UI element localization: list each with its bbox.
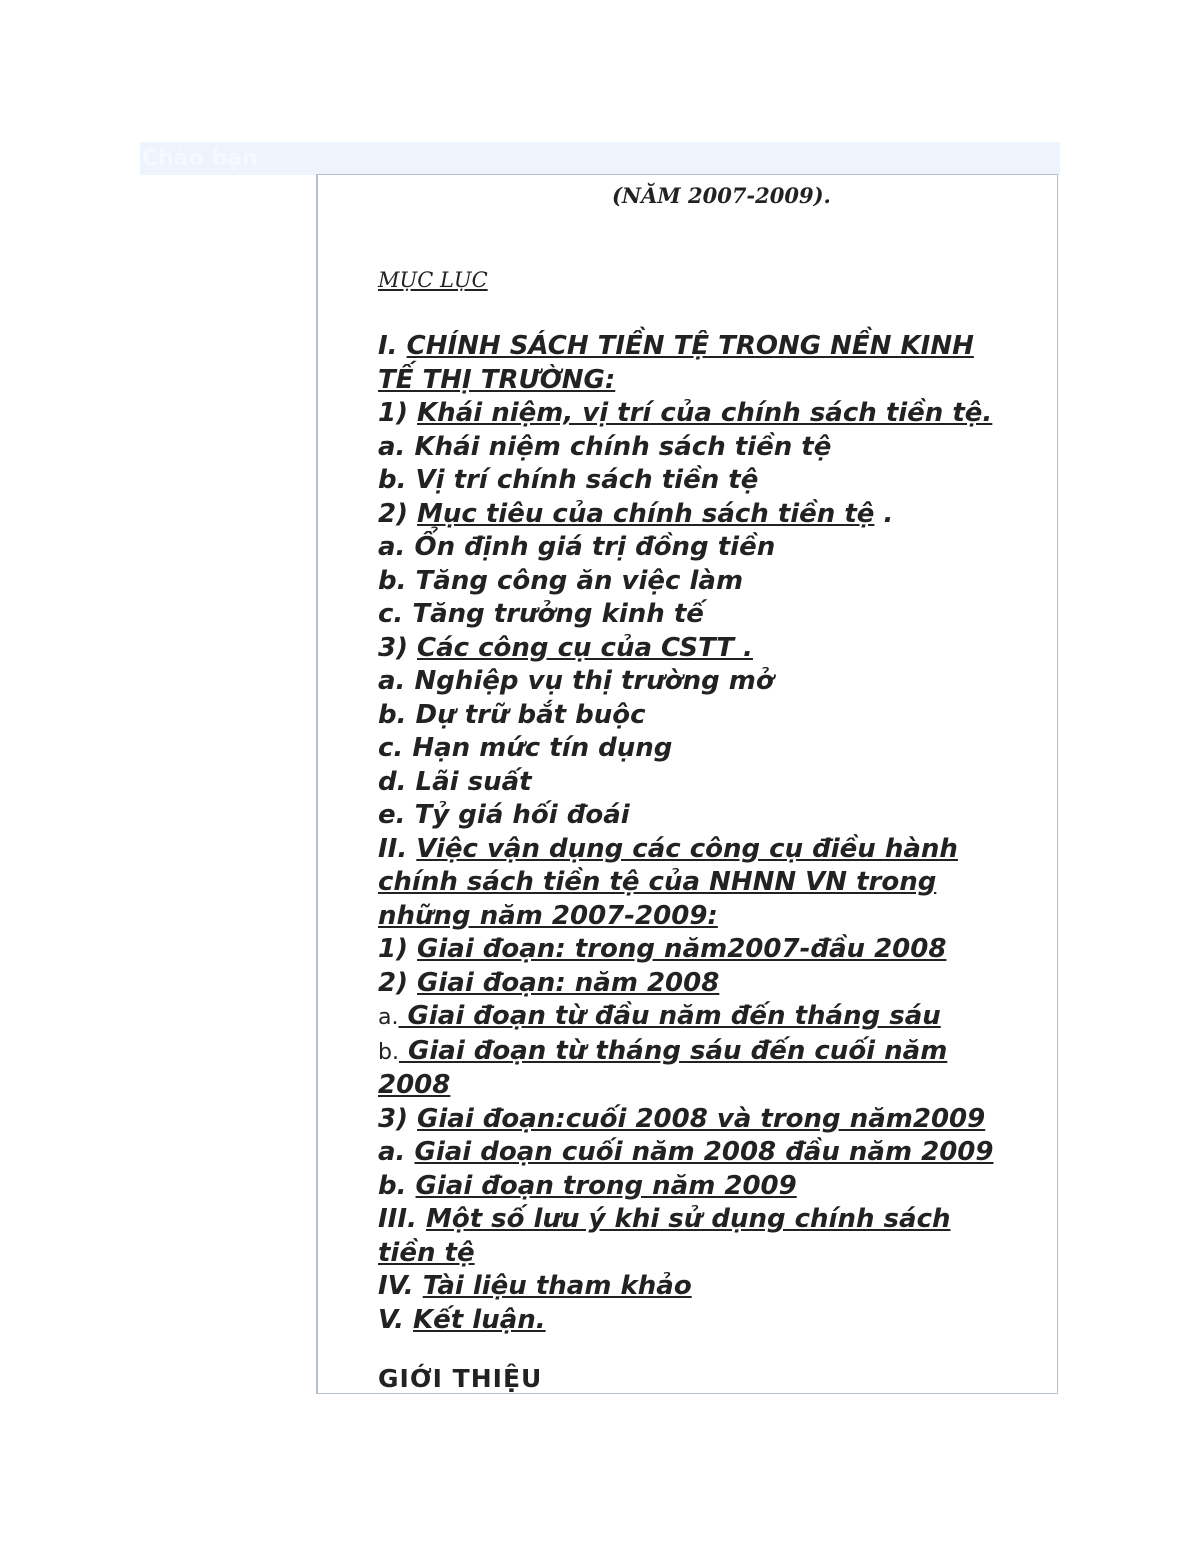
- toc-entry[interactable]: [378, 1103, 1048, 1137]
- toc-entry-marker: c.: [378, 599, 413, 629]
- toc-entry-marker: 2): [378, 967, 418, 998]
- toc-entry[interactable]: [378, 1136, 1048, 1170]
- toc-entry-marker: a.: [378, 431, 415, 462]
- toc-entry-marker: a.: [378, 1137, 415, 1167]
- top-bar: [140, 142, 1060, 175]
- toc-entry-marker: a.: [378, 532, 415, 562]
- toc-entry-text: Khái niệm, vị trí của chính sách tiền tệ.: [417, 398, 993, 428]
- toc-entry-marker: b.: [378, 699, 416, 730]
- toc-entry[interactable]: [378, 431, 1048, 465]
- toc-entry[interactable]: [378, 364, 1048, 398]
- toc-entry-marker: V.: [378, 1304, 414, 1335]
- toc-title: MỤC LỤC: [378, 268, 488, 292]
- toc-entry-text: Dự trữ bắt buộc: [415, 699, 646, 730]
- toc-entry[interactable]: [378, 330, 1048, 364]
- toc-entry-text: Nghiệp vụ thị trường mở: [414, 666, 774, 696]
- toc-entry[interactable]: [378, 766, 1048, 800]
- toc-entry[interactable]: [378, 531, 1048, 565]
- toc-entry-text: Mục tiêu của chính sách tiền tệ: [417, 498, 875, 529]
- toc-entry[interactable]: [378, 598, 1048, 632]
- toc-entry-text: 2008: [378, 1070, 451, 1100]
- toc-entry[interactable]: [378, 665, 1048, 699]
- toc-entry-text: Giai đoạn trong năm 2009: [415, 1170, 797, 1201]
- toc-entry[interactable]: [378, 1237, 1048, 1271]
- toc-entry[interactable]: [378, 464, 1048, 498]
- toc-entry-text: chính sách tiền tệ của NHNN VN trong: [378, 867, 937, 897]
- toc-entry[interactable]: [378, 900, 1048, 934]
- intro-heading: GIỚI THIỆU: [378, 1364, 543, 1393]
- document-subtitle: (NĂM 2007-2009).: [612, 183, 831, 208]
- table-of-contents: [378, 330, 1048, 1337]
- toc-entry-marker: e.: [378, 800, 415, 830]
- toc-entry[interactable]: [378, 732, 1048, 766]
- toc-entry-text: Một số lưu ý khi sử dụng chính sách: [425, 1204, 951, 1234]
- toc-entry-marker: b.: [378, 1170, 416, 1201]
- toc-entry-text: Giai đoạn từ đầu năm đến tháng sáu: [398, 1001, 941, 1031]
- toc-entry-text: tiền tệ: [378, 1237, 475, 1268]
- toc-entry-text: Giai đoạn: năm 2008: [417, 967, 720, 998]
- toc-entry-marker: d.: [378, 766, 416, 797]
- toc-entry-marker: 1): [378, 934, 418, 964]
- toc-entry-text: Ổn định giá trị đồng tiền: [414, 532, 776, 562]
- toc-entry[interactable]: [378, 799, 1048, 833]
- toc-entry[interactable]: [378, 1304, 1048, 1338]
- toc-entry[interactable]: [378, 1170, 1048, 1204]
- toc-entry[interactable]: [378, 866, 1048, 900]
- toc-entry-text: Kết luận.: [413, 1304, 546, 1335]
- toc-entry-text: Hạn mức tín dụng: [412, 733, 673, 763]
- toc-entry-marker: IV.: [378, 1271, 423, 1301]
- toc-entry[interactable]: [378, 565, 1048, 599]
- toc-entry-text: Khái niệm chính sách tiền tệ: [414, 431, 832, 462]
- toc-entry-marker: b.: [378, 1039, 399, 1065]
- toc-entry[interactable]: [378, 833, 1048, 867]
- toc-entry-text: Tỷ giá hối đoái: [414, 800, 630, 830]
- toc-entry-marker: 3): [378, 632, 418, 663]
- toc-entry[interactable]: [378, 498, 1048, 532]
- toc-entry-text: Vị trí chính sách tiền tệ: [415, 465, 759, 495]
- greeting-text: Chào bạn: [142, 146, 258, 171]
- toc-entry-marker: a.: [378, 1005, 399, 1030]
- toc-entry-text: Giai doạn cuối năm 2008 đầu năm 2009: [414, 1137, 994, 1167]
- toc-entry-text: Giai đoạn: trong năm2007-đầu 2008: [417, 934, 947, 964]
- toc-entry-marker: 3): [378, 1103, 418, 1134]
- toc-entry[interactable]: [378, 967, 1048, 1001]
- toc-entry-text: Việc vận dụng các công cụ điều hành: [416, 833, 958, 864]
- toc-entry-text: những năm 2007-2009:: [378, 900, 718, 931]
- toc-entry-text: CHÍNH SÁCH TIỀN TỆ TRONG NỀN KINH: [406, 331, 974, 361]
- toc-entry[interactable]: [378, 699, 1048, 733]
- toc-entry[interactable]: [378, 1203, 1048, 1237]
- toc-entry[interactable]: [378, 1035, 1048, 1070]
- toc-entry[interactable]: [378, 1270, 1048, 1304]
- toc-entry-marker: b.: [378, 565, 416, 596]
- toc-entry-text: Giai đoạn từ tháng sáu đến cuối năm: [398, 1035, 948, 1066]
- toc-entry[interactable]: [378, 1000, 1048, 1035]
- toc-entry[interactable]: [378, 397, 1048, 431]
- toc-entry-marker: II.: [378, 833, 417, 864]
- toc-entry-marker: 1): [378, 398, 418, 428]
- toc-entry-marker: a.: [378, 666, 415, 696]
- toc-entry-text: Tài liệu tham khảo: [422, 1271, 692, 1301]
- toc-entry-marker: I.: [378, 331, 407, 361]
- toc-entry-suffix: .: [874, 498, 894, 529]
- toc-entry-text: Các công cụ của CSTT .: [417, 632, 753, 663]
- toc-entry[interactable]: [378, 1069, 1048, 1103]
- toc-entry[interactable]: [378, 632, 1048, 666]
- toc-entry-marker: III.: [378, 1204, 426, 1234]
- toc-entry-text: Lãi suất: [415, 766, 532, 797]
- toc-entry-marker: b.: [378, 465, 416, 495]
- toc-entry[interactable]: [378, 933, 1048, 967]
- toc-entry-marker: c.: [378, 733, 413, 763]
- toc-entry-text: Giai đoạn:cuối 2008 và trong năm2009: [417, 1103, 986, 1134]
- toc-entry-text: Tăng công ăn việc làm: [415, 565, 744, 596]
- toc-entry-marker: 2): [378, 498, 418, 529]
- toc-entry-text: Tăng trưởng kinh tế: [412, 599, 704, 629]
- toc-entry-text: TẾ THỊ TRƯỜNG:: [378, 364, 616, 395]
